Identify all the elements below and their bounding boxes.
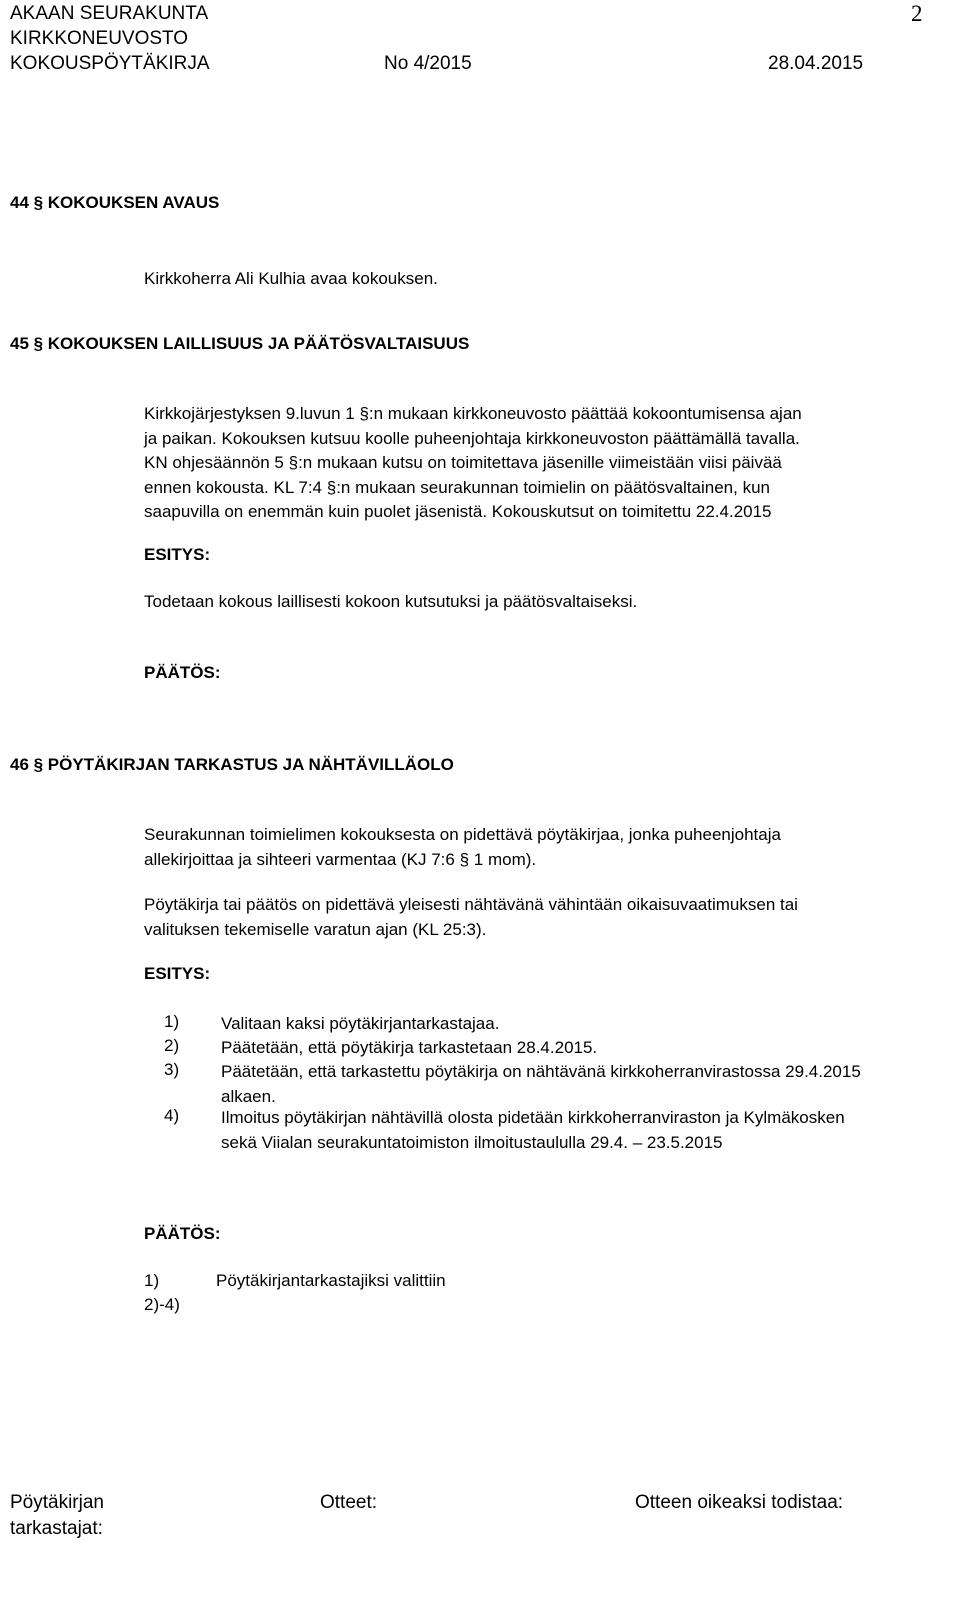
section-symbol: § — [359, 404, 369, 423]
list-item-text: Päätetään, että pöytäkirja tarkastetaan 28.4.2015. — [221, 1038, 598, 1057]
section-46-paragraph-2 — [144, 893, 934, 942]
body-line: saapuvilla on enemmän kuin puolet jäsenistä. Kokouskutsut on toimitettu 22.4.2015 — [144, 502, 772, 521]
body-line: valituksen tekemiselle varatun ajan (KL 25:3). — [144, 919, 487, 939]
list-item-number: 3) — [164, 1060, 180, 1079]
list-item-text: Ilmoitus pöytäkirjan nähtävillä olosta pidetään kirkkoherranviraston ja Kylmäkosken sekä Viialan seurakuntatoimiston ilmoitustaululla 29.4. – 23.5.2015 — [221, 1108, 845, 1152]
section-45-heading — [10, 334, 469, 354]
decision-text: Pöytäkirjantarkastajiksi valittiin — [216, 1271, 446, 1290]
header-number: No 4/2015 — [384, 53, 472, 74]
body-line: ja paikan. Kokouksen kutsuu koolle puheenjohtaja kirkkoneuvoston päättämällä tavalla. — [144, 428, 800, 448]
body-line: ennen kokousta. KL 7:4 §:n mukaan seurakunnan toimielin on päätösvaltainen, kun — [144, 477, 770, 497]
header-doc-type: KOKOUSPÖYTÄKIRJA — [10, 53, 210, 74]
paatos-label: PÄÄTÖS: — [144, 1224, 221, 1243]
section-44-heading — [10, 193, 219, 213]
section-44-text: Kirkkoherra Ali Kulhia avaa kokouksen. — [144, 269, 438, 288]
esitys-label: ESITYS: — [144, 545, 211, 564]
section-symbol: § — [33, 334, 44, 353]
section-number: 45 — [10, 334, 29, 353]
header-org: AKAAN SEURAKUNTA — [10, 3, 209, 24]
section-number: 46 — [10, 755, 29, 774]
paatos-label: PÄÄTÖS: — [144, 663, 221, 682]
esitys-label: ESITYS: — [144, 964, 211, 983]
header-body: KIRKKONEUVOSTO — [10, 28, 189, 49]
section-45-body — [144, 402, 934, 525]
footer-oikeaksi: Otteen oikeaksi todistaa: — [635, 1492, 844, 1513]
section-46-heading — [10, 755, 454, 775]
section-symbol: § — [288, 453, 299, 472]
section-title: KOKOUKSEN LAILLISUUS JA PÄÄTÖSVALTAISUUS — [47, 334, 470, 353]
list-item-text: Valitaan kaksi pöytäkirjantarkastajaa. — [221, 1014, 500, 1033]
list-item-number: 1) — [164, 1012, 180, 1031]
body-line: Seurakunnan toimielimen kokouksesta on pidettävä pöytäkirjaa, jonka puheenjohtaja — [144, 825, 781, 844]
list-item-number: 4) — [164, 1106, 180, 1125]
header-date: 28.04.2015 — [768, 53, 864, 74]
section-symbol: § — [459, 849, 470, 869]
decision-number: 2)-4) — [144, 1295, 180, 1314]
footer-tarkastajat-line1: Pöytäkirjan — [10, 1492, 104, 1513]
section-symbol: § — [33, 755, 44, 774]
decision-number: 1) — [144, 1271, 160, 1290]
section-symbol: § — [326, 477, 337, 497]
footer-tarkastajat-line2: tarkastajat: — [10, 1518, 103, 1539]
page-number: 2 — [911, 1, 923, 26]
body-line: KN ohjesäännön 5 §:n mukaan kutsu on toimitettava jäsenille viimeistään viisi päivää — [144, 453, 782, 472]
list-item-text: Päätetään, että tarkastettu pöytäkirja on nähtävänä kirkkoherranvirastossa 29.4.2015 alkaen. — [221, 1062, 861, 1106]
esitys-text: Todetaan kokous laillisesti kokoon kutsutuksi ja päätösvaltaiseksi. — [144, 592, 638, 611]
body-line: Kirkkojärjestyksen 9.luvun 1 §:n mukaan kirkkoneuvosto päättää kokoontumisensa ajan — [144, 404, 802, 423]
section-symbol: § — [33, 193, 44, 212]
body-line: allekirjoittaa ja sihteeri varmentaa (KJ 7:6 § 1 mom). — [144, 849, 537, 869]
section-title: KOKOUKSEN AVAUS — [47, 193, 220, 212]
section-number: 44 — [10, 193, 29, 212]
body-line: Pöytäkirja tai päätös on pidettävä yleisesti nähtävänä vähintään oikaisuvaatimuksen tai — [144, 895, 798, 914]
footer-otteet: Otteet: — [320, 1492, 378, 1513]
section-46-paragraph-1 — [144, 823, 934, 872]
section-title: PÖYTÄKIRJAN TARKASTUS JA NÄHTÄVILLÄOLO — [47, 755, 454, 774]
list-item-number: 2) — [164, 1036, 180, 1055]
